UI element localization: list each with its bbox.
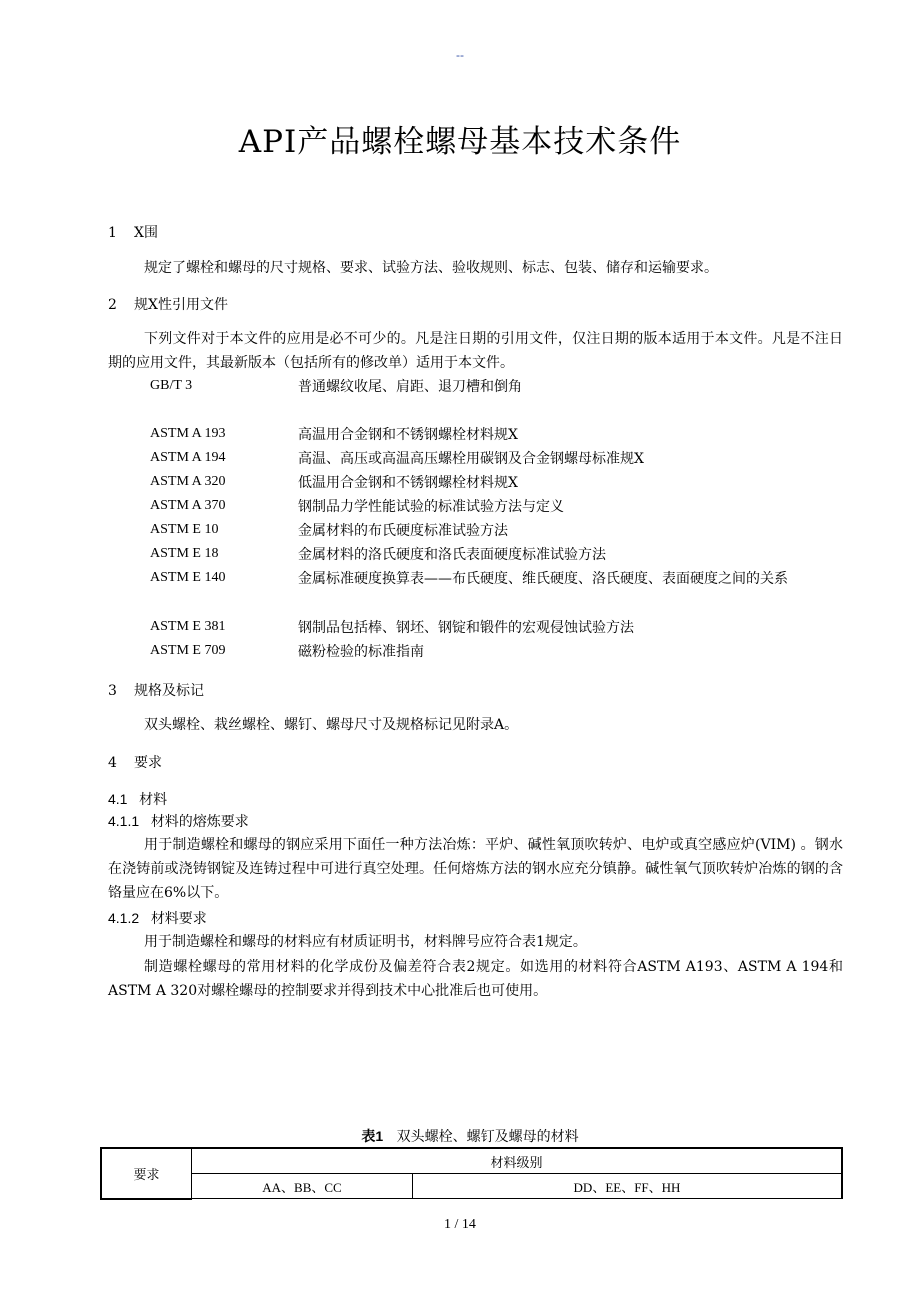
section-3-body: 双头螺栓、栽丝螺栓、螺钉、螺母尺寸及规格标记见附录A。 <box>144 717 519 733</box>
reference-code: ASTM E 18 <box>150 546 219 561</box>
reference-code: ASTM E 140 <box>150 570 226 585</box>
subsection-4-1-heading <box>108 789 167 809</box>
reference-desc: 金属标准硬度换算表——布氏硬度、维氏硬度、洛氏硬度、表面硬度之间的关系 <box>298 571 788 587</box>
reference-code: ASTM E 709 <box>150 643 226 658</box>
reference-desc: 普通螺纹收尾、肩距、退刀槽和倒角 <box>298 379 522 395</box>
section-1-heading <box>108 222 158 242</box>
subsection-title: 材料的熔炼要求 <box>150 814 249 830</box>
reference-code: ASTM A 193 <box>150 426 226 441</box>
reference-code: ASTM E 10 <box>150 522 219 537</box>
section-title: 规格及标记 <box>134 683 204 699</box>
reference-desc: 金属材料的布氏硬度标准试验方法 <box>298 523 508 539</box>
reference-code: ASTM E 381 <box>150 619 226 634</box>
reference-code: GB/T 3 <box>150 378 193 393</box>
materials-table <box>100 1147 843 1200</box>
reference-desc: 低温用合金钢和不锈钢螺栓材料规X <box>298 475 518 491</box>
subsection-4-1-2-body-1: 用于制造螺栓和螺母的材料应有材质证明书，材料牌号应符合表1规定。 <box>144 934 587 950</box>
section-number: 2 <box>108 297 117 313</box>
section-number: 3 <box>108 683 117 699</box>
subsection-number: 4.1 <box>108 791 128 807</box>
section-title: 规X性引用文件 <box>134 297 228 313</box>
table-1-caption <box>0 1126 920 1146</box>
header-mark: -- <box>456 48 464 62</box>
section-2-heading <box>108 294 228 314</box>
table-row-header: 要求 <box>101 1148 192 1199</box>
table-caption-text: 双头螺栓、螺钉及螺母的材料 <box>396 1129 579 1145</box>
reference-desc: 磁粉检验的标准指南 <box>298 644 424 660</box>
reference-desc: 钢制品包括棒、钢坯、钢锭和锻件的宏观侵蚀试验方法 <box>298 620 634 636</box>
table-row <box>101 1148 842 1174</box>
section-3-heading <box>108 680 204 700</box>
subsection-4-1-2-body-2: 制造螺栓螺母的常用材料的化学成份及偏差符合表2规定。如选用的材料符合ASTM A193、ASTM A 194和ASTM A 320对螺栓螺母的控制要求并得到技术中心批准后也可使用。 <box>108 959 843 999</box>
reference-code: ASTM A 370 <box>150 498 226 513</box>
table-col-header: DD、EE、FF、HH <box>413 1174 843 1199</box>
subsection-title: 材料要求 <box>150 911 207 927</box>
reference-desc: 高温、高压或高温高压螺栓用碳钢及合金钢螺母标准规X <box>298 451 644 467</box>
table-col-header: AA、BB、CC <box>192 1174 413 1199</box>
reference-code: ASTM A 194 <box>150 450 226 465</box>
subsection-4-1-2-heading <box>108 908 207 928</box>
reference-desc: 钢制品力学性能试验的标准试验方法与定义 <box>298 499 564 515</box>
reference-desc: 高温用合金钢和不锈钢螺栓材料规X <box>298 427 518 443</box>
section-2-body: 下列文件对于本文件的应用是必不可少的。凡是注日期的引用文件，仅注日期的版本适用于本文件。凡是不注日期的应用文件，其最新版本（包括所有的修改单）适用于本文件。 <box>108 331 843 371</box>
subsection-number: 4.1.2 <box>108 910 140 926</box>
section-number: 4 <box>108 755 117 771</box>
section-1-body: 规定了螺栓和螺母的尺寸规格、要求、试验方法、验收规则、标志、包装、储存和运输要求。 <box>144 260 718 276</box>
section-title: 要求 <box>134 755 162 771</box>
subsection-4-1-1-heading <box>108 811 249 831</box>
subsection-title: 材料 <box>139 792 168 808</box>
page-number: 1 / 14 <box>444 1217 476 1232</box>
table-caption-label: 表1 <box>361 1128 384 1144</box>
section-title: X围 <box>134 225 158 241</box>
reference-code: ASTM A 320 <box>150 474 226 489</box>
reference-desc: 金属材料的洛氏硬度和洛氏表面硬度标准试验方法 <box>298 547 606 563</box>
subsection-number: 4.1.1 <box>108 813 140 829</box>
subsection-4-1-1-body: 用于制造螺栓和螺母的钢应采用下面任一种方法冶炼：平炉、碱性氧顶吹转炉、电炉或真空感应炉(VIM) 。钢水在浇铸前或浇铸钢锭及连铸过程中可进行真空处理。任何熔炼方法的钢水应充分镇静。碱性氧气顶吹转炉冶炼的钢的含铬量应在6%以下。 <box>108 837 843 901</box>
table-group-header: 材料级别 <box>192 1148 843 1174</box>
table-row <box>101 1174 842 1199</box>
document-title: API产品螺栓螺母基本技术条件 <box>238 124 682 160</box>
section-4-heading <box>108 752 162 772</box>
section-number: 1 <box>108 225 117 241</box>
